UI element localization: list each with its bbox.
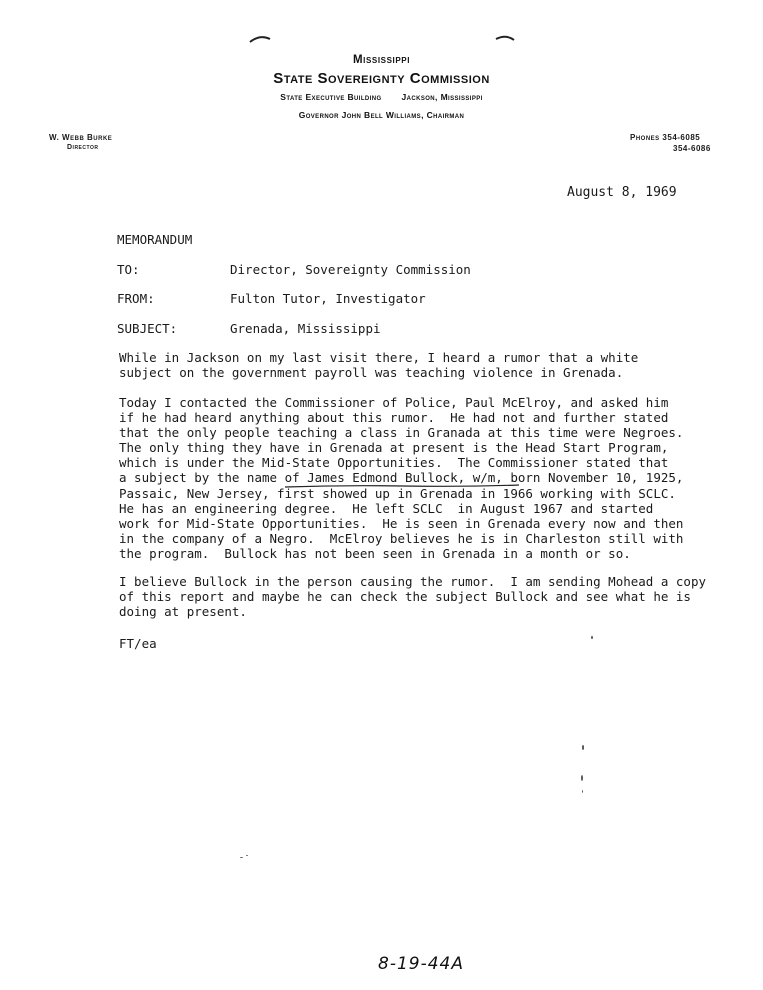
- letterhead-building: State Executive Building: [280, 92, 382, 102]
- paragraph-line: While in Jackson on my last visit there, I heard a rumor that a white: [119, 350, 639, 365]
- letterhead-commission: State Sovereignty Commission: [273, 70, 490, 87]
- memo-heading: MEMORANDUM: [117, 232, 193, 247]
- paragraph-line: Passaic, New Jersey, first showed up in Grenada in 1966 working with SCLC.: [119, 485, 676, 501]
- to-label: TO:: [117, 262, 140, 277]
- paragraph-line: work for Mid-State Opportunities. He is seen in Grenada every now and then: [119, 515, 684, 531]
- paragraph-line: He has an engineering degree. He left SCLC in August 1967 and started: [119, 500, 654, 516]
- letterhead-city: Jackson, Mississippi: [401, 92, 483, 102]
- paragraph-2: [119, 395, 683, 561]
- paragraph-line: Today I contacted the Commissioner of Police, Paul McElroy, and asked him: [119, 395, 669, 410]
- paragraph-3: [119, 574, 706, 619]
- paragraph-line: subject on the government payroll was teaching violence in Grenada.: [119, 365, 624, 381]
- letterhead-governor: Governor John Bell Williams, Chairman: [298, 110, 465, 120]
- letterhead-state: Mississippi: [352, 54, 411, 66]
- letterhead-ornament-left: [248, 34, 272, 44]
- paragraph-line: that the only people teaching a class in Granada at this time were Negroes.: [119, 425, 684, 441]
- from-value: Fulton Tutor, Investigator: [230, 291, 426, 306]
- paragraph-line: the program. Bullock has not been seen in Grenada in a month or so.: [119, 545, 631, 561]
- scan-speck: [582, 790, 583, 793]
- name-underline: [283, 483, 523, 491]
- director-title: Director: [67, 144, 99, 151]
- paragraph-1: [119, 350, 638, 380]
- paragraph-line: I believe Bullock in the person causing the rumor. I am sending Mohead a copy: [119, 574, 706, 589]
- scan-speck: [591, 636, 593, 639]
- scan-speck: [582, 745, 584, 750]
- letterhead-address: [0, 92, 763, 102]
- paragraph-line: doing at present.: [119, 604, 247, 620]
- memo-date: August 8, 1969: [567, 185, 677, 200]
- phone-1: 354-6085: [662, 133, 701, 142]
- subject-value: Grenada, Mississippi: [230, 321, 381, 336]
- phone-2: 354-6086: [673, 144, 711, 153]
- paragraph-line: a subject by the name of James Edmond Bullock, w/m, born November 10, 1925,: [119, 470, 684, 486]
- paragraph-line: if he had heard anything about this rumor. He had not and further stated: [119, 410, 669, 426]
- paragraph-line: of this report and maybe he can check the subject Bullock and see what he is: [119, 589, 691, 605]
- file-number: 8-19-44A: [378, 954, 464, 974]
- paragraph-line: in the company of a Negro. McElroy believes he is in Charleston still with: [119, 530, 684, 546]
- typist-initials: FT/ea: [119, 636, 157, 651]
- scan-speck: [246, 855, 248, 856]
- letterhead-ornament-right: [494, 33, 518, 43]
- paragraph-line: which is under the Mid-State Opportunities. The Commissioner stated that: [119, 455, 669, 471]
- from-label: FROM:: [117, 291, 155, 306]
- to-value: Director, Sovereignty Commission: [230, 262, 471, 277]
- phones-label: Phones: [630, 133, 660, 142]
- scan-speck: [581, 775, 583, 781]
- subject-label: SUBJECT:: [117, 321, 178, 336]
- scan-speck: [240, 857, 243, 858]
- director-name: W. Webb Burke: [49, 133, 113, 142]
- paragraph-line: The only thing they have in Grenada at present is the Head Start Program,: [119, 440, 669, 456]
- phones: [630, 133, 700, 142]
